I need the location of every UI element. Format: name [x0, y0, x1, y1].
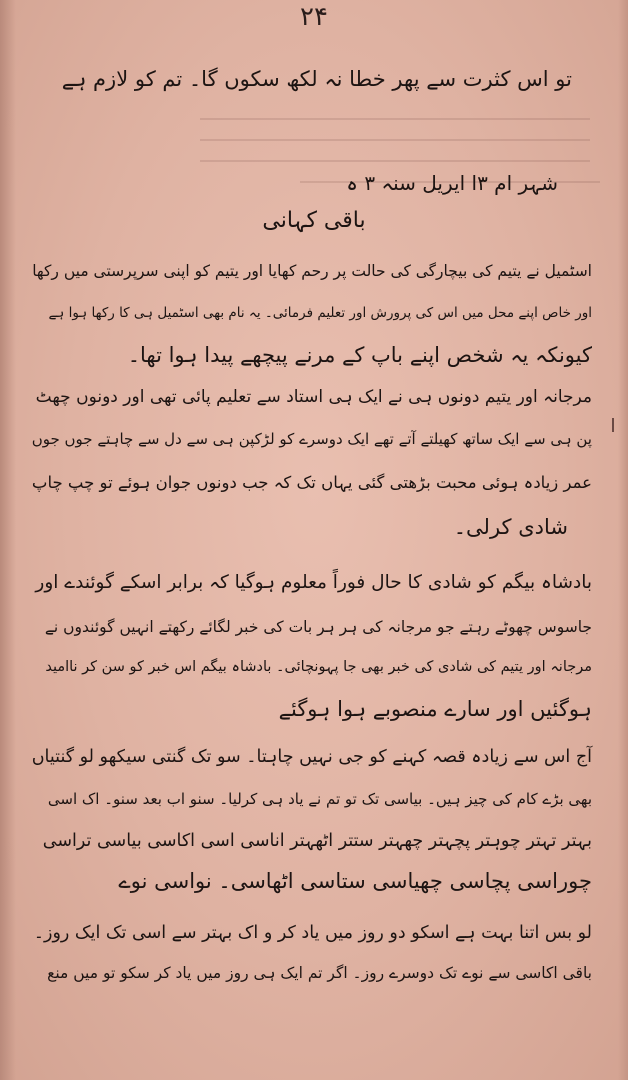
- text-line: ہوگئیں اور سارے منصوبے ہوا ہوگئے: [278, 697, 592, 721]
- text-line: شادی کرلی۔: [453, 515, 568, 539]
- intro-line: تو اس کثرت سے پھر خطا نہ لکھ سکوں گا۔ تم کو لازم ہے: [61, 67, 572, 91]
- text-line: عمر زیادہ ہوئی محبت بڑھتی گئی یہاں تک کہ جب دونوں جوان ہوئے تو چپ چاپ: [31, 473, 592, 492]
- bleed-through-line: [200, 139, 590, 141]
- text-line: مرجانہ اور یتیم دونوں ہی نے ایک ہی استاد سے تعلیم پائی تھی اور دونوں چھٹ: [35, 387, 592, 407]
- text-line: کیونکہ یہ شخص اپنے باپ کے مرنے پیچھے پیدا ہوا تھا۔: [127, 343, 592, 367]
- text-line: باقی اکاسی سے نوے تک دوسرے روز۔ اگر تم ایک ہی روز میں یاد کر سکو تو میں منع: [47, 964, 592, 982]
- page-number: ۲۴: [300, 2, 328, 32]
- text-line: بھی بڑے کام کی چیز ہیں۔ بیاسی تک تو تم نے یاد ہی کرلیا۔ سنو اب بعد سنو۔ اک اسی: [47, 790, 592, 808]
- section-title: باقی کہانی: [262, 208, 366, 233]
- text-line: لو بس اتنا بہت ہے اسکو دو روز میں یاد کر و اک بہتر سے اسی تک ایک روز۔: [33, 923, 592, 943]
- margin-mark: [612, 418, 614, 432]
- text-line: آج اس سے زیادہ قصہ کہنے کو جی نہیں چاہتا۔ سو تک گنتی سیکھو لو گنتیاں: [31, 747, 592, 767]
- text-line: بادشاہ بیگم کو شادی کا حال فوراً معلوم ہوگیا کہ برابر اسکے گوئندے اور: [35, 572, 592, 593]
- text-line: مرجانہ اور یتیم کی شادی کی خبر بھی جا پہونچائی۔ بادشاہ بیگم اس خبر کو سن کر ناامید: [45, 659, 592, 675]
- date-heading: شہر ام ۳ا ایریل سنہ ۳ ہ: [346, 171, 558, 195]
- text-line: بہتر تہتر چوہتر پچہتر چھہتر ستتر اٹھہتر اناسی اسی اکاسی بیاسی تراسی: [42, 831, 592, 851]
- text-line: پن ہی سے ایک ساتھ کھیلتے آتے تھے ایک دوسرے کو لڑکپن ہی سے دل سے چاہتے جوں جوں: [31, 430, 592, 448]
- text-line: چوراسی پچاسی چھیاسی ستاسی اٹھاسی۔ نواسی نوے: [118, 869, 592, 893]
- text-line: جاسوس چھوٹے رہتے جو مرجانہ کی ہر ہر بات کی خبر لگائے رکھتے انہیں گوئندوں نے: [44, 618, 592, 636]
- bleed-through-line: [200, 160, 590, 162]
- text-line: اور خاص اپنے محل میں اس کی پرورش اور تعلیم فرمائی۔ یہ نام بھی اسٹمیل ہی کا رکھا ہوا ہے: [48, 305, 592, 321]
- bleed-through-line: [200, 118, 590, 120]
- text-line: اسٹمیل نے یتیم کی بیچارگی کی حالت پر رحم کھایا اور یتیم کو اپنی سرپرستی میں رکھا: [32, 262, 592, 280]
- page-right-shadow: [618, 0, 628, 1080]
